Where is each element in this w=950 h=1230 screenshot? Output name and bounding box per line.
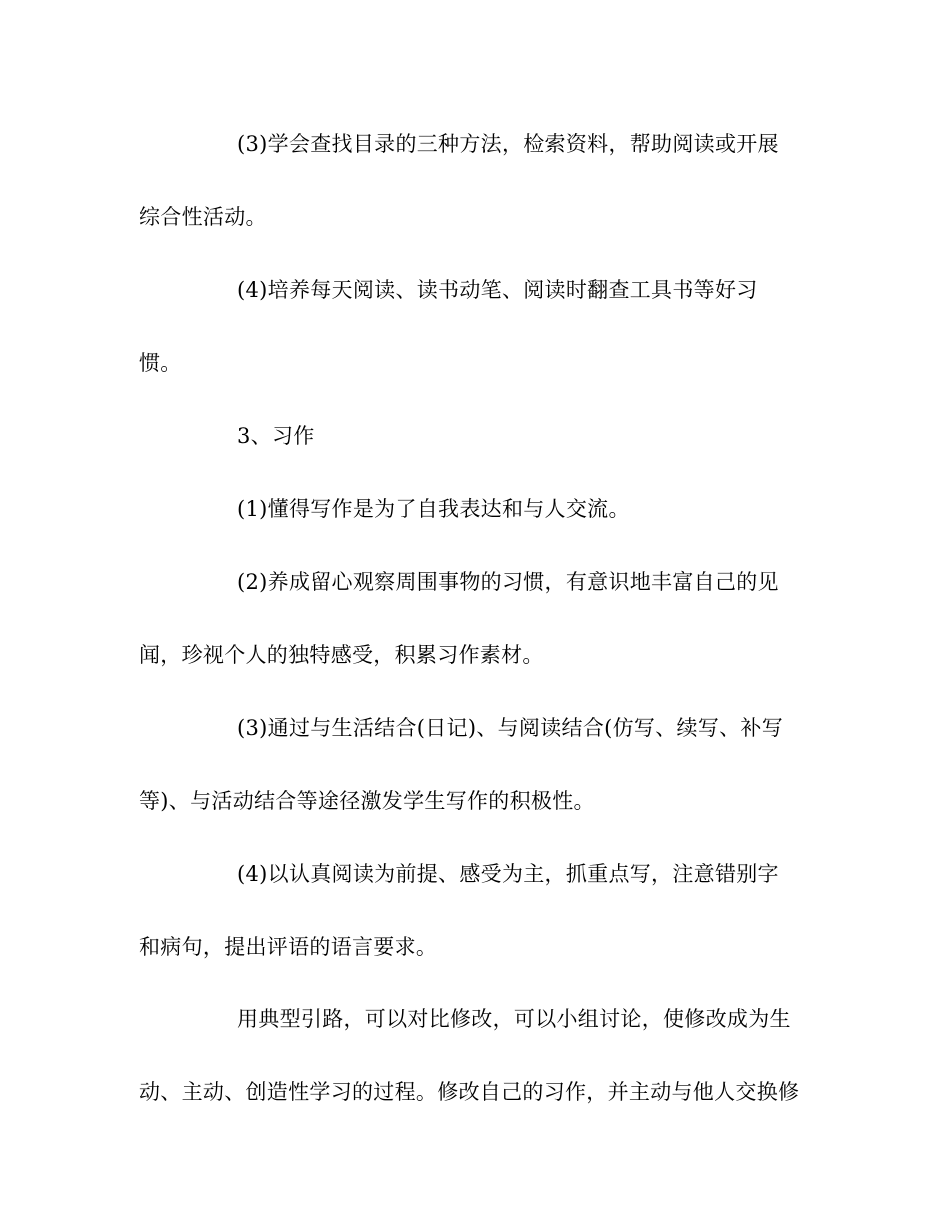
text-line-9: (3)通过与生活结合(日记)、与阅读结合(仿写、续写、补写 (237, 716, 784, 740)
text-line-3: (4)培养每天阅读、读书动笔、阅读时翻查工具书等好习 (237, 278, 758, 302)
text-line-4: 惯。 (139, 351, 182, 375)
text-line-2: 综合性活动。 (139, 205, 267, 229)
text-line-14: 动、主动、创造性学习的过程。修改自己的习作，并主动与他人交换修 (139, 1080, 800, 1104)
text-line-8: 闻，珍视个人的独特感受，积累习作素材。 (139, 643, 544, 667)
text-line-7: (2)养成留心观察周围事物的习惯，有意识地丰富自己的见 (237, 570, 779, 594)
text-line-11: (4)以认真阅读为前提、感受为主，抓重点写，注意错别字 (237, 862, 779, 886)
text-line-13: 用典型引路，可以对比修改，可以小组讨论，使修改成为生 (237, 1007, 791, 1031)
text-line-1: (3)学会查找目录的三种方法，检索资料，帮助阅读或开展 (237, 132, 779, 156)
section-heading-writing: 3、习作 (237, 424, 315, 448)
text-line-12: 和病句，提出评语的语言要求。 (139, 935, 438, 959)
text-line-6: (1)懂得写作是为了自我表达和与人交流。 (237, 497, 630, 521)
text-line-10: 等)、与活动结合等途径激发学生写作的积极性。 (139, 789, 595, 813)
